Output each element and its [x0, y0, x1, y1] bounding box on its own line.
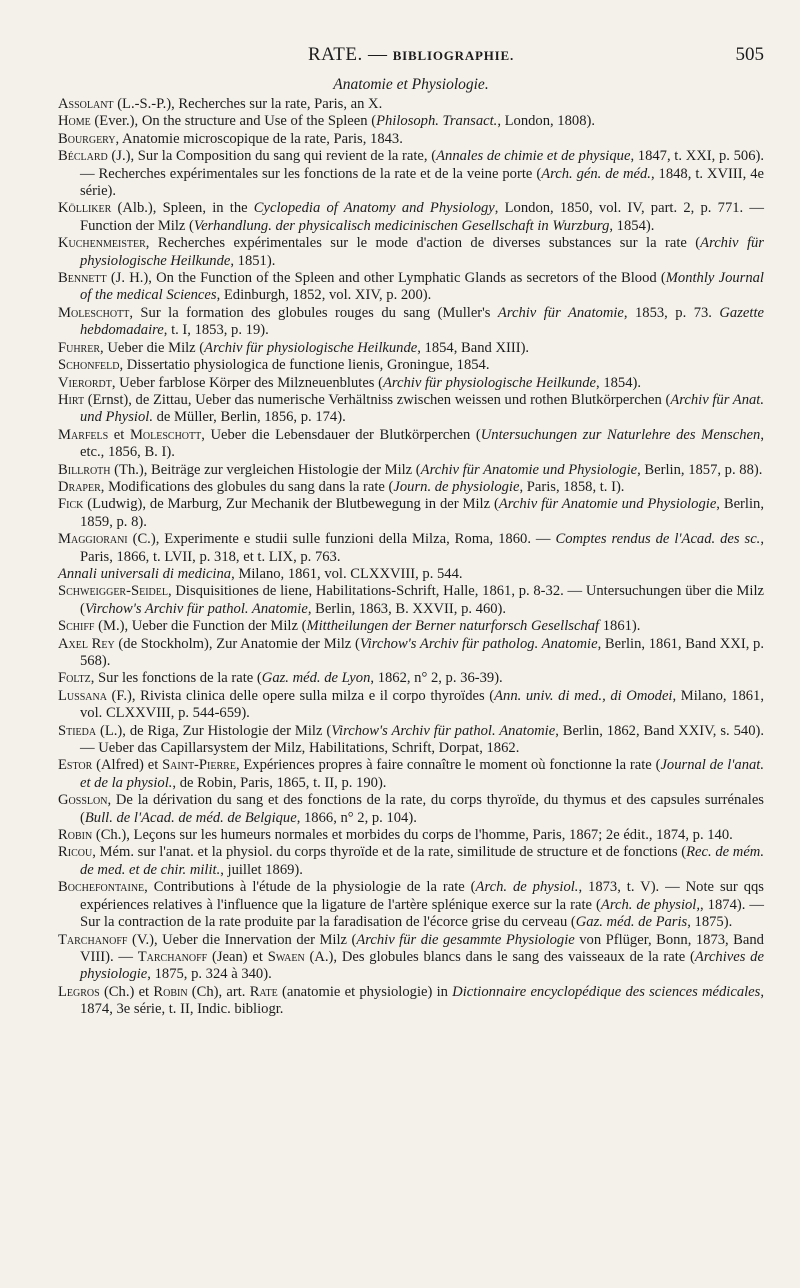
entry-text: , Milano, 1861, vol. CLXXVIII, p. 544-659).: [80, 687, 764, 722]
entry-author: Fick: [58, 496, 84, 513]
entry-text: , 1875, p. 324 à 340).: [147, 966, 272, 983]
bibliography-entry: [58, 984, 764, 1019]
header-subtitle: BIBLIOGRAPHIE.: [392, 48, 515, 63]
entry-author: Bochefontaine: [58, 879, 145, 896]
entry-author: Moleschott: [58, 304, 130, 321]
entry-text: (A.), Des globules blancs dans le sang des vaisseaux de la rate (: [304, 948, 695, 965]
entry-author: Kölliker: [58, 200, 112, 217]
entry-author: Lussana: [58, 687, 107, 704]
entry-source-title: Virchow's Archiv für pathol. Anatomie: [84, 600, 308, 617]
entry-author: Marfels: [58, 426, 109, 443]
entry-text: von Pflüger, Bonn, 1873, Band VIII). —: [80, 931, 764, 965]
entry-author: Fuhrer: [58, 339, 101, 356]
entry-text: (de Stockholm), Zur Anatomie der Milz (: [114, 635, 360, 652]
entry-author: Draper: [58, 478, 101, 495]
entry-text: , 1862, n° 2, p. 36-39).: [370, 670, 503, 687]
entry-author: Maggiorani: [58, 531, 128, 548]
bibliography-entry: [58, 583, 764, 618]
bibliography-entry: [58, 688, 764, 723]
entry-author: Robin: [153, 983, 188, 1000]
entry-text: , juillet 1869).: [220, 861, 303, 878]
entry-text: , Dissertatio physiologica de functione lienis, Groningue, 1854.: [119, 357, 490, 374]
entry-source-title: Philosoph. Transact.: [376, 113, 498, 130]
entry-text: , t. I, 1853, p. 19).: [163, 322, 269, 339]
entry-text: , Paris, 1866, t. LVII, p. 318, et t. LIX, p. 763.: [80, 531, 764, 565]
entry-text: (Ever.), On the structure and Use of the Spleen (: [90, 113, 377, 130]
entry-text: , Edinburgh, 1852, vol. XIV, p. 200).: [216, 287, 432, 304]
entry-text: , London, 1808).: [497, 113, 596, 130]
bibliography-entry: [58, 792, 764, 827]
entry-text: (anatomie et physiologie) in: [277, 983, 453, 1000]
entry-author: Stieda: [58, 722, 97, 739]
bibliography-entry: [58, 235, 764, 270]
entry-source-title: Virchow's Archiv für pathol. Anatomie: [331, 722, 556, 739]
entry-source-title: Journal de l'anat. et de la physiol.: [80, 757, 764, 791]
entry-source-title: Annales de chimie et de physique: [436, 148, 631, 165]
entry-author: Hirt: [58, 391, 85, 408]
entry-source-title: Archiv für physiologische Heilkunde: [204, 339, 418, 356]
bibliography-entry: [58, 113, 764, 130]
entry-text: , Modifications des globules du sang dans la rate (: [100, 478, 394, 495]
entry-text: , de Robin, Paris, 1865, t. II, p. 190).: [172, 774, 387, 791]
bibliography-entry: [58, 844, 764, 879]
entry-source-title: Arch. de physiol,: [600, 896, 701, 913]
entry-text: , Sur la formation des globules rouges du sang (Muller's: [129, 304, 498, 321]
entry-source-title: Archiv für physiologische Heilkunde: [382, 374, 597, 391]
entry-author: Billroth: [58, 461, 111, 478]
entry-text: , Berlin, 1857, p. 88).: [637, 461, 763, 478]
entry-text: 1861).: [599, 618, 641, 635]
entry-source-title: Gazette hebdomadaire: [80, 304, 764, 339]
entry-text: , Recherches expérimentales sur le mode d'action de diverses substances sur la rate (: [145, 235, 701, 252]
entry-text: , Ueber die Lebensdauer der Blutkörperchen (: [201, 426, 481, 443]
entry-source-title: Journ. de physiologie: [393, 478, 520, 495]
entry-text: , etc., 1856, B. I).: [80, 426, 764, 461]
entry-text: (Ch.), Leçons sur les humeurs normales et morbides du corps de l'homme, Paris, 1867; 2e édit., 1874, p. 140.: [92, 827, 733, 844]
entry-text: (F.), Rivista clinica delle opere sulla milza e il corpo thyroïdes (: [106, 687, 495, 704]
entry-source-title: Mittheilungen der Berner naturforsch Gesellschaf: [306, 618, 600, 635]
bibliography-entry: [58, 496, 764, 531]
header-separator: —: [367, 44, 388, 65]
bibliography-entry: [58, 148, 764, 200]
bibliography-entry: [58, 479, 764, 496]
entry-text: , 1847, t. XXI, p. 506). — Recherches expérimentales sur les fonctions de la rate et de la veine porte (: [80, 148, 764, 182]
bibliography-entry: [58, 305, 764, 340]
entry-author: Schonfeld: [58, 357, 120, 374]
entry-text: , 1875).: [687, 914, 733, 931]
entry-text: (Ludwig), de Marburg, Zur Mechanik der Blutbewegung in der Milz (: [83, 496, 499, 513]
entry-text: , 1854).: [596, 374, 642, 391]
entry-text: , Berlin, 1862, Band XXIV, s. 540). — Ueber das Capillarsystem der Milz, Habilitations, Schrift, Dorpat, 1862.: [80, 722, 764, 757]
entry-author: Gosslon: [58, 792, 108, 809]
entry-author: Rate: [249, 983, 278, 1000]
entry-author: Axel Rey: [58, 635, 115, 652]
entry-text: , 1848, t. XVIII, 4e série).: [80, 165, 764, 200]
entry-text: , 1874, 3e série, t. II, Indic. bibliogr.: [80, 983, 764, 1018]
entry-text: (V.), Ueber die Innervation der Milz (: [127, 931, 357, 948]
entry-text: , 1866, n° 2, p. 104).: [296, 809, 417, 826]
entry-text: , Ueber die Milz (: [100, 339, 205, 356]
bibliography-entry: [58, 131, 764, 148]
entry-text: , 1854, Band XIII).: [417, 339, 530, 356]
entry-text: , 1851).: [230, 252, 276, 269]
entry-source-title: Archiv für Anatomie: [497, 304, 624, 321]
bibliography-entry: [58, 566, 764, 583]
entry-source-title: Verhandlung. der physicalisch medicinischen Gesellschaft in Wurzburg: [193, 217, 610, 234]
entry-author: Assolant: [58, 96, 114, 112]
entry-source-title: Comptes rendus de l'Acad. des sc.: [555, 531, 761, 548]
bibliography-entry: [58, 636, 764, 671]
page-number: 505: [735, 44, 764, 65]
entry-source-title: Cyclopedia of Anatomy and Physiology: [253, 200, 495, 217]
entry-text: (Ch.) et: [99, 983, 154, 1000]
entry-source-title: Dictionnaire encyclopédique des sciences médicales: [452, 983, 761, 1000]
entry-text: (Th.), Beiträge zur vergleichen Histologie der Milz (: [110, 461, 421, 478]
entry-text: (Ch), art.: [187, 983, 250, 1000]
entry-text: (C.), Experimente e studii sulle funzioni della Milza, Roma, 1860. —: [127, 531, 556, 548]
entry-author: Robin: [58, 827, 93, 844]
entry-text: , Mém. sur l'anat. et la physiol. du corps thyroïde et de la rate, similitude de structure et de fonctions (: [92, 844, 687, 861]
entry-source-title: Monthly Journal of the medical Sciences: [80, 270, 764, 304]
entry-text: , London, 1850, vol. IV, part. 2, p. 771. — Function der Milz (: [80, 200, 764, 234]
entry-text: , 1854).: [609, 217, 655, 234]
entry-text: (L.-S.-P.), Recherches sur la rate, Paris, an X.: [113, 96, 383, 112]
entry-source-title: Archiv für physiologische Heilkunde: [80, 235, 764, 269]
bibliography-entry: [58, 200, 764, 235]
entry-source-title: Archiv für die gesammte Physiologie: [356, 931, 575, 948]
entry-source-title: Archives de physiologie: [80, 948, 764, 983]
entry-text: , 1873, t. V). — Note sur qqs expériences relatives à l'influence que la ligature de l'artère splénique exerce sur la rate (: [80, 879, 764, 913]
entry-source-title: Archiv für Anatomie und Physiologie: [498, 496, 717, 513]
entry-text: (L.), de Riga, Zur Histologie der Milz (: [96, 722, 332, 739]
running-header: [58, 44, 764, 74]
bibliography-entry: [58, 827, 764, 844]
entry-text: (M.), Ueber die Function der Milz (: [94, 618, 307, 635]
entry-text: (J.), Sur la Composition du sang qui revient de la rate, (: [107, 148, 437, 165]
entry-author: Tarchanoff: [137, 948, 208, 965]
entry-source-title: Gaz. méd. de Paris: [575, 914, 688, 931]
entry-author: Foltz: [58, 670, 91, 687]
bibliography-entry: [58, 270, 764, 305]
running-title: [58, 44, 764, 66]
entry-author: Legros: [58, 983, 100, 1000]
entry-source-title: Arch. gén. de méd.: [541, 165, 651, 182]
entry-author: Schiff: [58, 618, 95, 635]
entry-text: et: [108, 426, 130, 443]
entry-author: Moleschott: [129, 426, 202, 443]
entry-text: (Alfred) et: [92, 757, 163, 774]
bibliography-entry: [58, 462, 764, 479]
entry-source-title: Virchow's Archiv für patholog. Anatomie: [359, 635, 598, 652]
header-title: RATE.: [307, 44, 363, 65]
entry-source-title: Arch. de physiol.: [475, 879, 579, 896]
entry-author: Tarchanoff: [58, 931, 128, 948]
bibliography-entry: [58, 357, 764, 374]
entry-text: , De la dérivation du sang et des fonctions de la rate, du corps thyroïde, du thymus et des capsules surrénales (: [80, 792, 764, 826]
bibliography-entry: [58, 932, 764, 984]
entry-author: Bourgery: [58, 130, 116, 147]
entry-source-title: Bull. de l'Acad. de méd. de Belgique: [84, 809, 297, 826]
bibliography-entry: [58, 757, 764, 792]
entry-author: Schweigger-Seidel: [58, 583, 168, 600]
bibliography-entry: [58, 879, 764, 931]
entry-text: , Contributions à l'étude de la physiologie de la rate (: [144, 879, 476, 896]
entry-author: Bennett: [58, 270, 107, 287]
entry-source-title: Rec. de mém. de med. et de chir. milit.: [80, 844, 764, 878]
entry-source-title: Archiv für Anatomie und Physiologie: [420, 461, 638, 478]
entry-author: Swaen: [267, 948, 305, 965]
entry-text: , Milano, 1861, vol. CLXXVIII, p. 544.: [231, 565, 463, 582]
entry-text: (J. H.), On the Function of the Spleen and other Lymphatic Glands as secretors of the Blood (: [106, 270, 666, 287]
entry-text: , 1874). — Sur la contraction de la rate produite par la faradisation de l'écorce grise du cerveau (: [80, 896, 764, 931]
entry-text: de Müller, Berlin, 1856, p. 174).: [152, 409, 346, 426]
bibliography-entry: [58, 340, 764, 357]
entry-text: , Berlin, 1863, B. XXVII, p. 460).: [307, 600, 507, 617]
entry-text: (Ernst), de Zittau, Ueber das numerische Verhältniss zwischen weissen und rothen Blutkörperchen (: [84, 391, 671, 408]
entry-text: , Paris, 1858, t. I).: [519, 478, 625, 495]
entry-text: (Alb.), Spleen, in the: [111, 200, 254, 217]
entry-text: , Berlin, 1861, Band XXI, p. 568).: [80, 635, 764, 669]
entry-source-title: Ann. univ. di med., di Omodei: [494, 687, 673, 704]
bibliography-entry: [58, 723, 764, 758]
entry-text: , 1853, p. 73.: [623, 304, 720, 321]
entry-text: , Expériences propres à faire connaître le moment où fonctionne la rate (: [235, 757, 661, 774]
bibliography-list: [58, 96, 764, 1019]
entry-source-title: Annali universali di medicina: [58, 565, 232, 582]
bibliography-entry: [58, 531, 764, 566]
entry-text: , Disquisitiones de liene, Habilitations-Schrift, Halle, 1861, p. 8-32. — Untersuchungen über die Milz (: [80, 583, 764, 617]
entry-author: Estor: [58, 757, 93, 774]
bibliography-entry: [58, 375, 764, 392]
entry-text: , Ueber farblose Körper des Milzneuenblutes (: [111, 374, 383, 391]
entry-author: Home: [58, 113, 91, 130]
entry-author: Ricou: [58, 844, 93, 861]
entry-source-title: Untersuchungen zur Naturlehre des Menschen: [480, 426, 761, 443]
entry-author: Béclard: [58, 148, 108, 165]
entry-source-title: Archiv für Anat. und Physiol.: [80, 391, 764, 426]
bibliography-entry: [58, 96, 764, 113]
section-title: Anatomie et Physiologie.: [333, 76, 489, 93]
entry-source-title: Gaz. méd. de Lyon: [261, 670, 371, 687]
bibliography-entry: [58, 670, 764, 687]
entry-author: Kuchenmeister: [58, 235, 146, 252]
entry-author: Saint-Pierre: [162, 757, 236, 774]
bibliography-entry: [58, 618, 764, 635]
bibliography-entry: [58, 392, 764, 427]
entry-text: , Anatomie microscopique de la rate, Paris, 1843.: [115, 130, 403, 147]
entry-text: (Jean) et: [207, 948, 268, 965]
entry-author: Vierordt: [58, 374, 112, 391]
entry-text: , Berlin, 1859, p. 8).: [80, 496, 764, 530]
entry-text: , Sur les fonctions de la rate (: [90, 670, 262, 687]
bibliography-entry: [58, 427, 764, 462]
